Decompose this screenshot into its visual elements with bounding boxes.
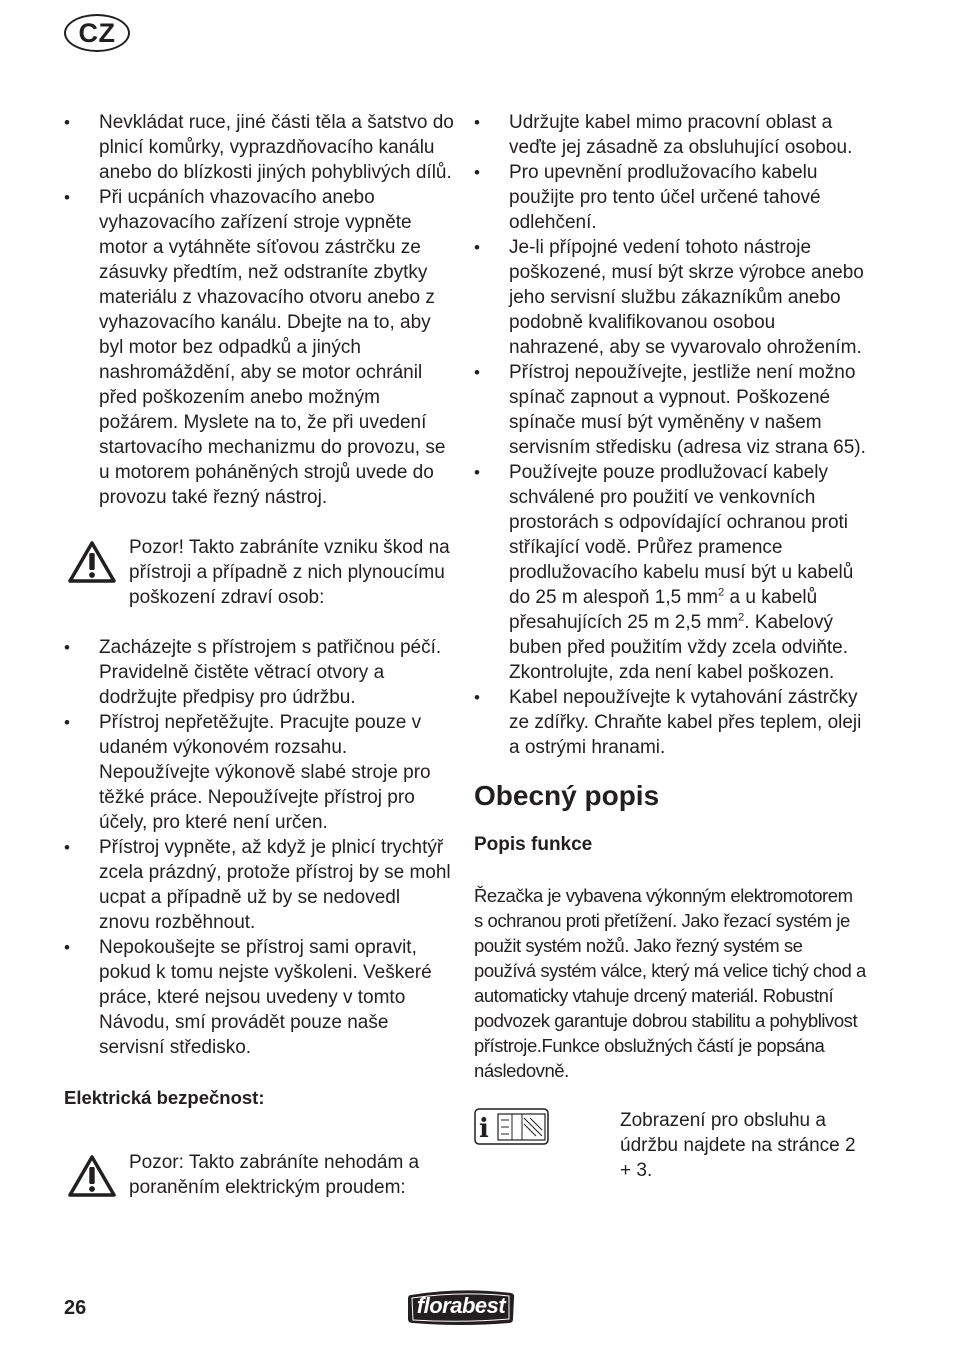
bullet-list-hands <box>64 110 454 510</box>
list-item: • Nepokoušejte se přístroj sami opravit, pokud k tomu nejste vyškoleni. Veškeré práce, které nejsou uvedeny v tomto Návodu, smí provádět pouze naše servisní středisko. <box>64 935 454 1060</box>
superscript: 2 <box>738 611 745 624</box>
left-column <box>64 110 454 1200</box>
svg-text:i: i <box>479 1114 489 1144</box>
list-item: • Přístroj nepřetěžujte. Pracujte pouze v udaném výkonovém rozsahu. Nepoužívejte výkonově slabé stroje pro těžké práce. Nepoužívejte přístroj pro účely, pro které není určen. <box>64 710 454 835</box>
warning-triangle-icon <box>67 1154 117 1198</box>
section-title: Obecný popis <box>474 780 660 811</box>
function-description: Řezačka je vybavena výkonným elektromotorem s ochranou proti přetížení. Jako řezací systém je použit systém nožů. Jako řezný systém se používá systém válce, který má velice tichý chod a automaticky vtahuje drcený materiál. Robustní podvozek garantuje dobrou stabilitu a pohyblivost přístroje.Funkce obslužných částí je popsána následovně. <box>474 885 866 1081</box>
cable-text-part: Používejte pouze prodlužovací kabely schválené pro použití ve venkovních prostorách s odpovídající ochranou proti stříkající vodě. Průřez pramence prodlužovacího kabelu musí být u kabelů do 25 m alespoň 1,5 mm <box>509 462 854 608</box>
list-item: • Zacházejte s přístrojem s patřičnou péčí. Pravidelně čistěte větrací otvory a dodržujte předpisy pro údržbu. <box>64 635 454 710</box>
bullet-list-care <box>64 635 454 1060</box>
logo-text: florabest <box>416 1293 506 1318</box>
warning-triangle-icon <box>67 540 117 584</box>
info-text: Zobrazení pro obsluhu a údržbu najdete na stránce 2 + 3. <box>620 1110 856 1181</box>
electric-safety-heading: Elektrická bezpečnost: <box>64 1087 265 1108</box>
language-badge: CZ <box>64 14 130 52</box>
list-item: • Udržujte kabel mimo pracovní oblast a veďte jej zásadně za obsluhující osobou. <box>474 110 866 160</box>
page-number: 26 <box>64 1297 87 1319</box>
list-item: • Nevkládat ruce, jiné části těla a šatstvo do plnicí komůrky, vyprazdňovacího kanálu anebo do blízkosti jiných pohyblivých dílů. <box>64 110 454 185</box>
right-column <box>474 110 866 1183</box>
list-item: • Kabel nepoužívejte k vytahování zástrčky ze zdířky. Chraňte kabel přes teplem, oleji a ostrými hranami. <box>474 685 866 760</box>
warning-note-damage <box>64 535 454 610</box>
warning-note-electric <box>64 1150 454 1200</box>
warning-text: Pozor: Takto zabráníte nehodám a poraněním elektrickým proudem: <box>129 1152 420 1198</box>
cable-text-part: a u kabelů přesahujících 25 m 2,5 mm <box>509 587 818 633</box>
list-item: • Je-li přípojné vedení tohoto nástroje poškozené, musí být skrze výrobce anebo jeho servisní službu zákazníkům anebo podobně kvalifikovanou osobou nahrazené, aby se vyvarovalo ohrožením. <box>474 235 866 360</box>
list-item: • Přístroj vypněte, až když je plnicí trychtýř zcela prázdný, protože přístroj by se mohl ucpat a případně už by se nedovedl znovu rozběhnout. <box>64 835 454 935</box>
bullet-list-cable <box>474 110 866 760</box>
info-note <box>474 1108 866 1183</box>
superscript: 2 <box>718 586 725 599</box>
list-item: • Při ucpáních vhazovacího anebo vyhazovacího zařízení stroje vypněte motor a vytáhněte síťovou zástrčku ze zásuvky předtím, než odstraníte zbytky materiálu z vhazovacího otvoru anebo z vyhazovacího kanálu. Dbejte na to, aby byl motor bez odpadků a jiných nashromáždění, aby se motor ochránil před poškozením anebo možným požárem. Myslete na to, že při uvedení startovacího mechanizmu do provozu, se u motorem poháněných strojů uvede do provozu také řezný nástroj. <box>64 185 454 510</box>
list-item: • Přístroj nepoužívejte, jestliže není možno spínač zapnout a vypnout. Poškozené spínače musí být vyměněny v našem servisním středisku (adresa viz strana 65). <box>474 360 866 460</box>
subsection-title: Popis funkce <box>474 834 593 855</box>
info-manual-icon <box>474 1108 549 1145</box>
list-item <box>474 460 866 685</box>
cable-text-part: . Kabelový buben před použitím vždy zcela odviňte. Zkontrolujte, zda není kabel poškozen. <box>509 612 849 683</box>
list-item: • Pro upevnění prodlužovacího kabelu použijte pro tento účel určené tahové odlehčení. <box>474 160 866 235</box>
warning-text: Pozor! Takto zabráníte vzniku škod na přístroji a případně z nich plynoucímu poškození zdraví osob: <box>129 537 450 608</box>
florabest-logo <box>405 1285 517 1327</box>
